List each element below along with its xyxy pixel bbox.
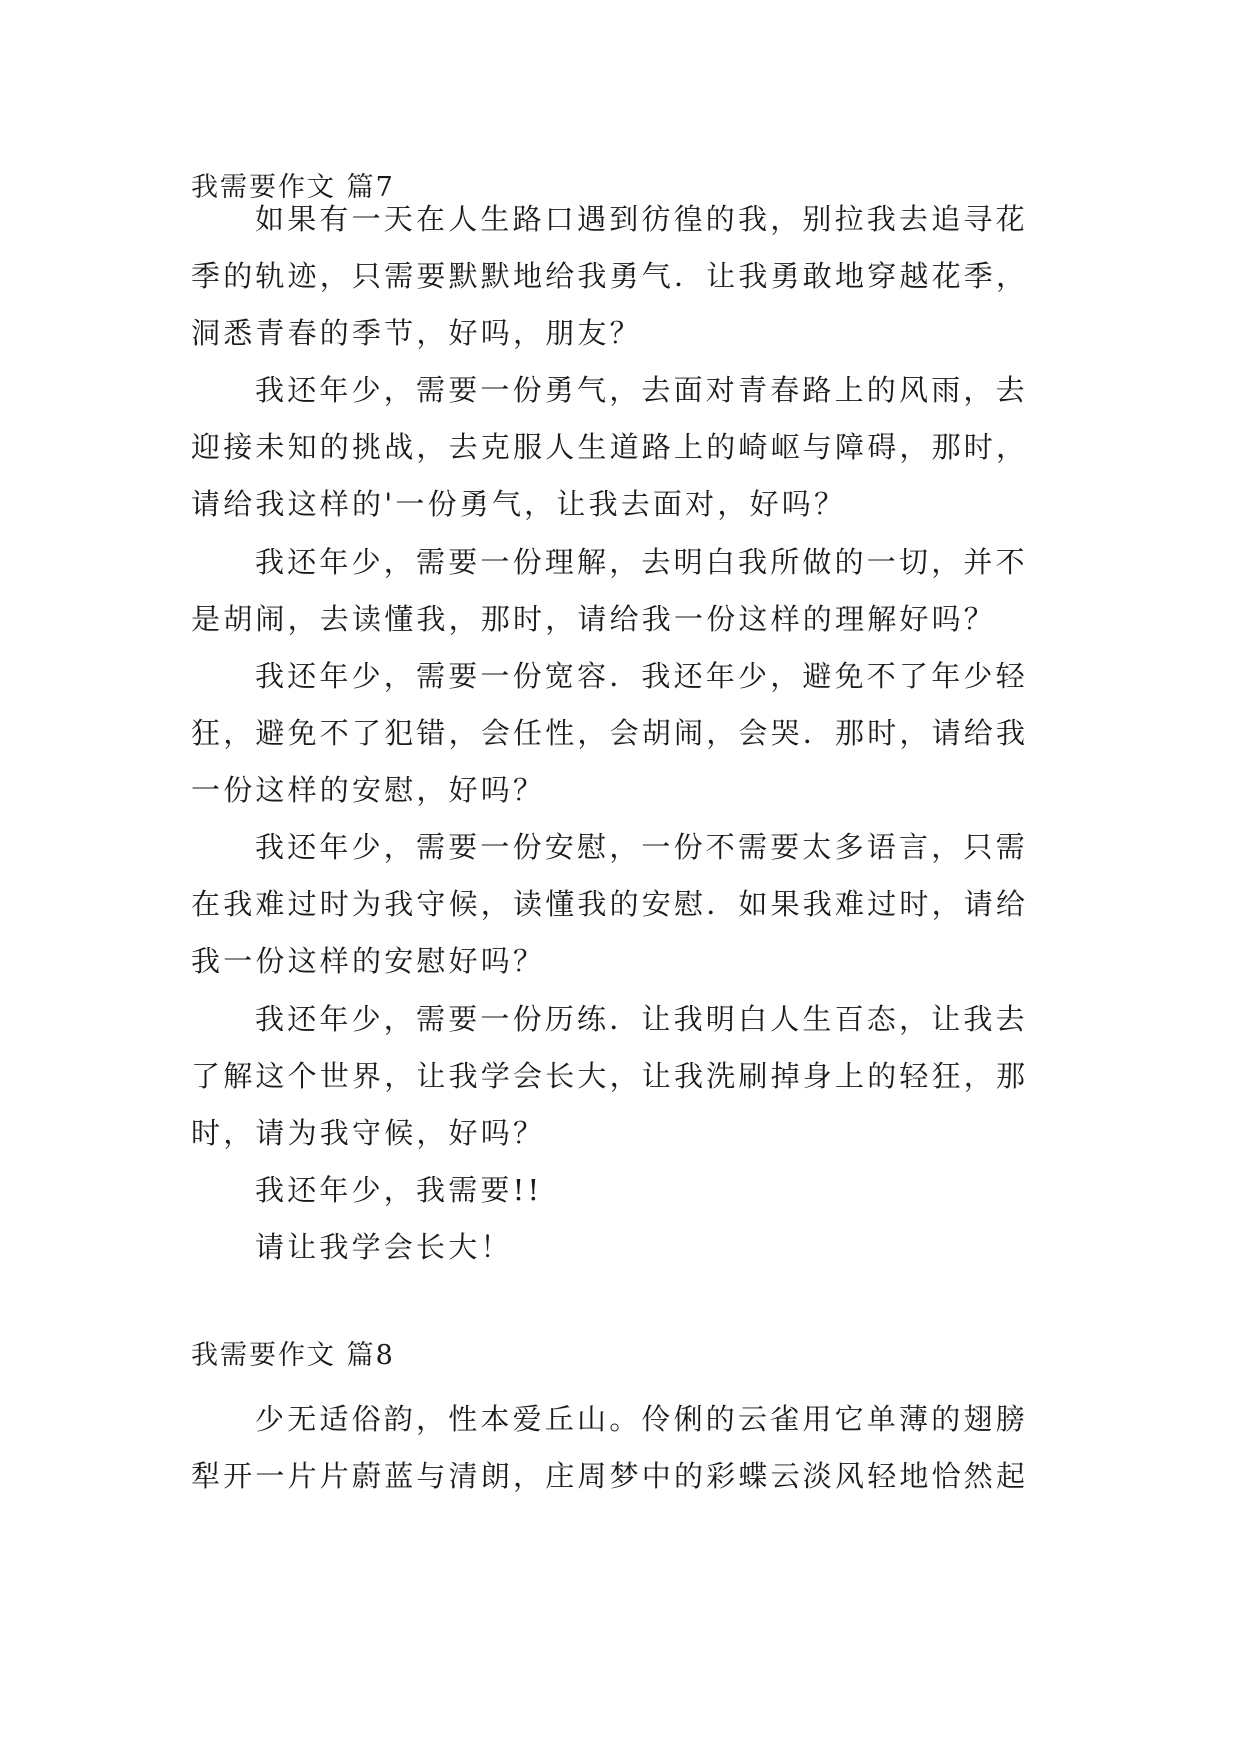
paragraph-line: 洞悉青春的季节，好吗，朋友？ [191, 316, 642, 350]
paragraph-line: 我还年少，需要一份历练．让我明白人生百态，让我去 [255, 1002, 1028, 1036]
paragraph-line: 是胡闹，去读懂我，那时，请给我一份这样的理解好吗？ [191, 602, 997, 636]
paragraph-line: 季的轨迹，只需要默默地给我勇气．让我勇敢地穿越花季， [191, 259, 1029, 293]
paragraph-line: 我还年少，我需要!! [255, 1173, 543, 1207]
section-heading: 我需要作文 篇8 [191, 1340, 395, 1371]
paragraph-line: 如果有一天在人生路口遇到彷徨的我，别拉我去追寻花 [255, 202, 1028, 236]
paragraph-line: 请让我学会长大！ [255, 1230, 513, 1264]
paragraph-line: 一份这样的安慰，好吗？ [191, 773, 546, 807]
paragraph-line: 狂，避免不了犯错，会任性，会胡闹，会哭．那时，请给我 [191, 716, 1029, 750]
section-heading: 我需要作文 篇7 [191, 172, 395, 203]
paragraph-line: 我还年少，需要一份勇气，去面对青春路上的风雨，去 [255, 373, 1028, 407]
paragraph-line: 我还年少，需要一份宽容．我还年少，避免不了年少轻 [255, 659, 1028, 693]
paragraph-line: 犁开一片片蔚蓝与清朗，庄周梦中的彩蝶云淡风轻地恰然起 [191, 1459, 1029, 1493]
paragraph-line: 了解这个世界，让我学会长大，让我洗刷掉身上的轻狂，那 [191, 1059, 1029, 1093]
paragraph-line: 时，请为我守候，好吗？ [191, 1116, 546, 1150]
paragraph-line: 迎接未知的挑战，去克服人生道路上的崎岖与障碍，那时， [191, 430, 1029, 464]
paragraph-line: 请给我这样的'一份勇气，让我去面对，好吗？ [191, 487, 847, 521]
paragraph-line: 我一份这样的安慰好吗？ [191, 944, 546, 978]
paragraph-line: 我还年少，需要一份安慰，一份不需要太多语言，只需 [255, 830, 1028, 864]
paragraph-line: 我还年少，需要一份理解，去明白我所做的一切，并不 [255, 545, 1028, 579]
paragraph-line: 在我难过时为我守候，读懂我的安慰．如果我难过时，请给 [191, 887, 1029, 921]
paragraph-line: 少无适俗韵，性本爱丘山。伶俐的云雀用它单薄的翅膀 [255, 1402, 1028, 1436]
